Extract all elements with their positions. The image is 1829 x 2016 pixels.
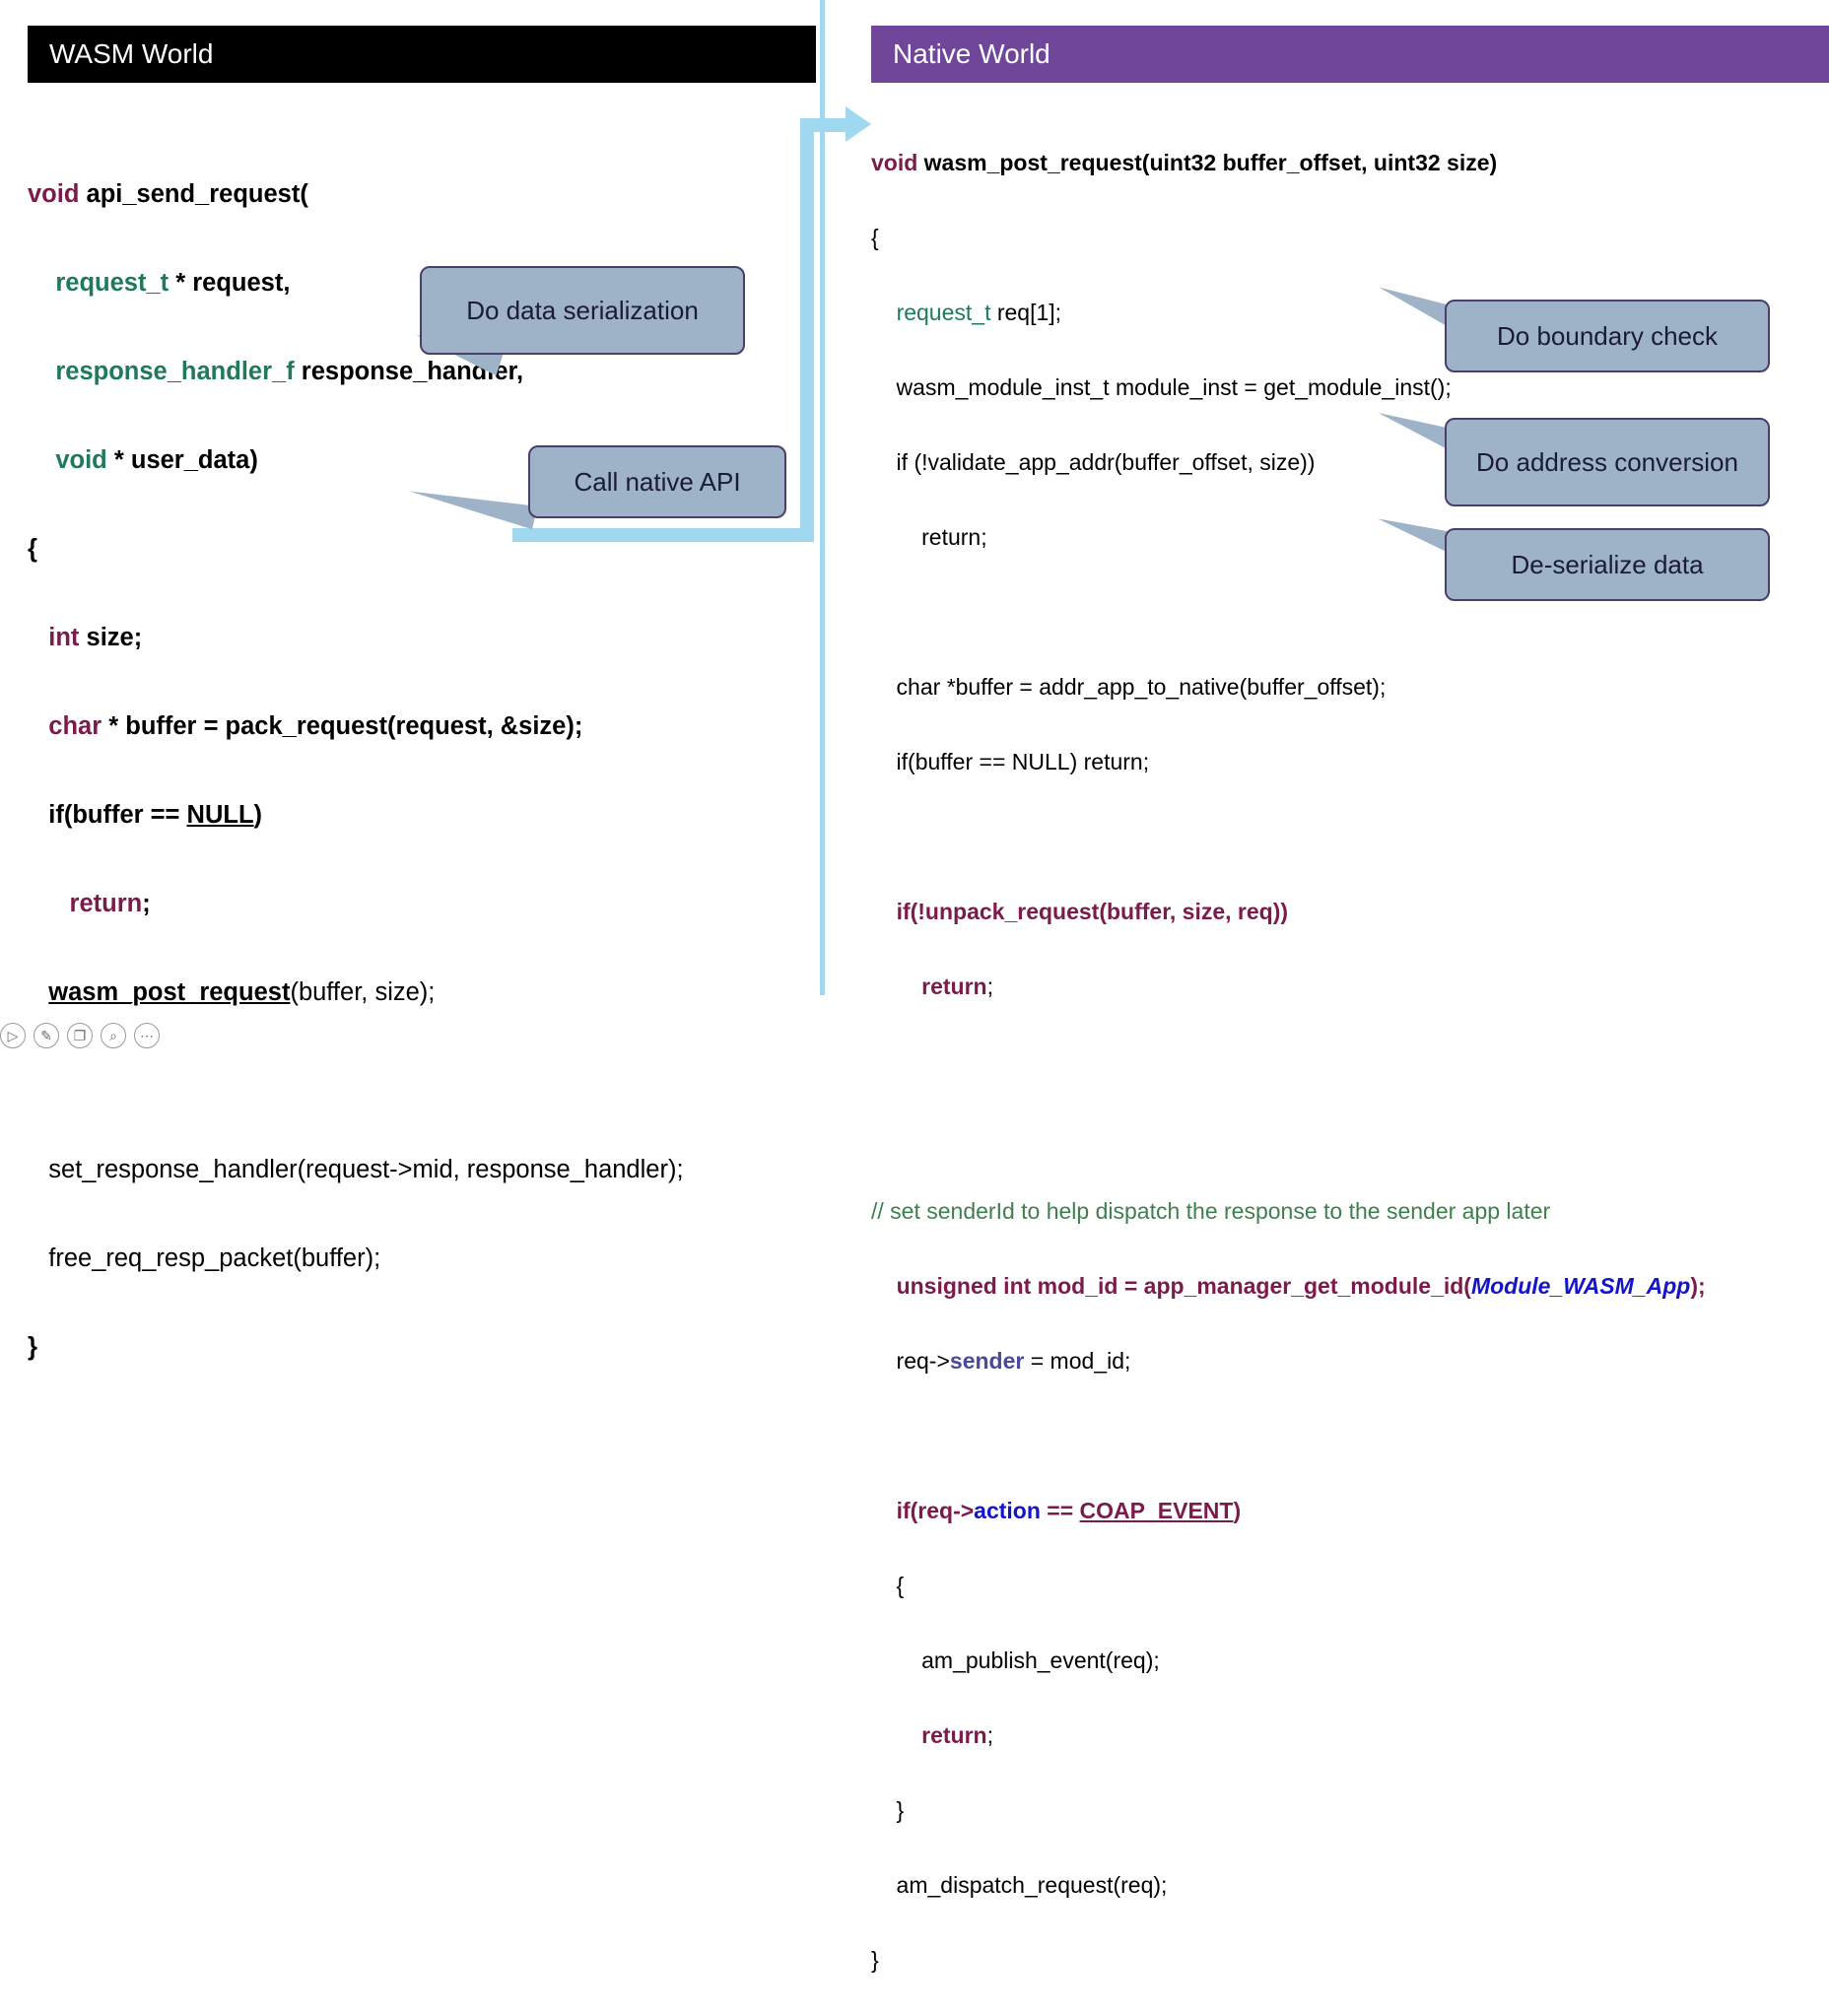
code-line: am_dispatch_request(req);	[871, 1872, 1168, 1898]
callout-do-data-serialization: Do data serialization	[420, 266, 745, 355]
flow-arrow-segment-vertical	[800, 118, 814, 542]
code-line: return;	[921, 1722, 993, 1748]
code-line: return;	[871, 524, 987, 550]
code-line: if(req->action == COAP_EVENT)	[896, 1498, 1242, 1523]
code-line: return;	[921, 974, 993, 999]
bottom-toolbar[interactable]	[0, 1023, 160, 1048]
play-icon[interactable]: ▷	[0, 1023, 26, 1048]
flow-arrow-segment-horizontal-bottom	[512, 528, 814, 542]
copy-icon[interactable]: ❐	[67, 1023, 93, 1048]
code-line: if(!unpack_request(buffer, size, req))	[896, 899, 1289, 924]
code-line: req->sender = mod_id;	[871, 1348, 1131, 1374]
wasm-world-title: WASM World	[49, 38, 214, 69]
callout-do-address-conversion: Do address conversion	[1445, 418, 1770, 506]
code-line: wasm_post_request(buffer, size);	[48, 978, 436, 1006]
code-line	[871, 818, 1817, 855]
code-line: if(buffer == NULL) return;	[871, 749, 1150, 774]
code-line: am_publish_event(req);	[871, 1647, 1160, 1673]
code-line: {	[871, 1573, 905, 1598]
flow-arrow-head-icon	[846, 106, 871, 142]
code-line: char *buffer = addr_app_to_native(buffer_offset);	[871, 674, 1387, 700]
code-line: free_req_resp_packet(buffer);	[48, 1244, 381, 1272]
code-line: unsigned int mod_id = app_manager_get_module_id(Module_WASM_App);	[896, 1273, 1706, 1299]
code-line: if (!validate_app_addr(buffer_offset, size))	[871, 449, 1316, 475]
code-line: // set senderId to help dispatch the response to the sender app later	[871, 1198, 1551, 1224]
wasm-world-header	[28, 26, 816, 83]
callout-de-serialize-data: De-serialize data	[1445, 528, 1770, 601]
code-line: void api_send_request(	[28, 180, 308, 208]
code-line: {	[28, 535, 37, 563]
code-line	[871, 1042, 1817, 1080]
native-code-block	[871, 106, 1817, 2016]
callout-call-native-api: Call native API	[528, 445, 786, 518]
code-line: {	[871, 225, 879, 250]
code-line: }	[871, 1797, 905, 1823]
code-line: void * user_data)	[55, 446, 258, 474]
code-line: set_response_handler(request->mid, response_handler);	[48, 1156, 684, 1183]
code-line: return;	[69, 890, 151, 917]
code-line: int size;	[48, 624, 143, 651]
code-line: char * buffer = pack_request(request, &size);	[48, 712, 583, 740]
code-line: request_t * request,	[55, 269, 291, 297]
code-line	[28, 1059, 836, 1104]
code-line: }	[871, 1947, 879, 1973]
code-line	[871, 1417, 1817, 1454]
code-line: }	[28, 1333, 37, 1361]
code-line: request_t req[1];	[896, 300, 1062, 325]
native-world-header	[871, 26, 1829, 83]
pen-icon[interactable]: ✎	[34, 1023, 59, 1048]
code-line: void wasm_post_request(uint32 buffer_offset, uint32 size)	[871, 150, 1498, 175]
code-line: wasm_module_inst_t module_inst = get_module_inst();	[871, 374, 1452, 400]
more-icon[interactable]: ⋯	[134, 1023, 160, 1048]
code-line: if(buffer == NULL)	[48, 801, 263, 829]
code-line: response_handler_f response_handler,	[55, 358, 524, 385]
callout-do-boundary-check: Do boundary check	[1445, 300, 1770, 372]
search-icon[interactable]: ⌕	[101, 1023, 126, 1048]
panel-divider	[820, 0, 825, 995]
code-line	[871, 1117, 1817, 1155]
native-world-title: Native World	[893, 38, 1050, 69]
